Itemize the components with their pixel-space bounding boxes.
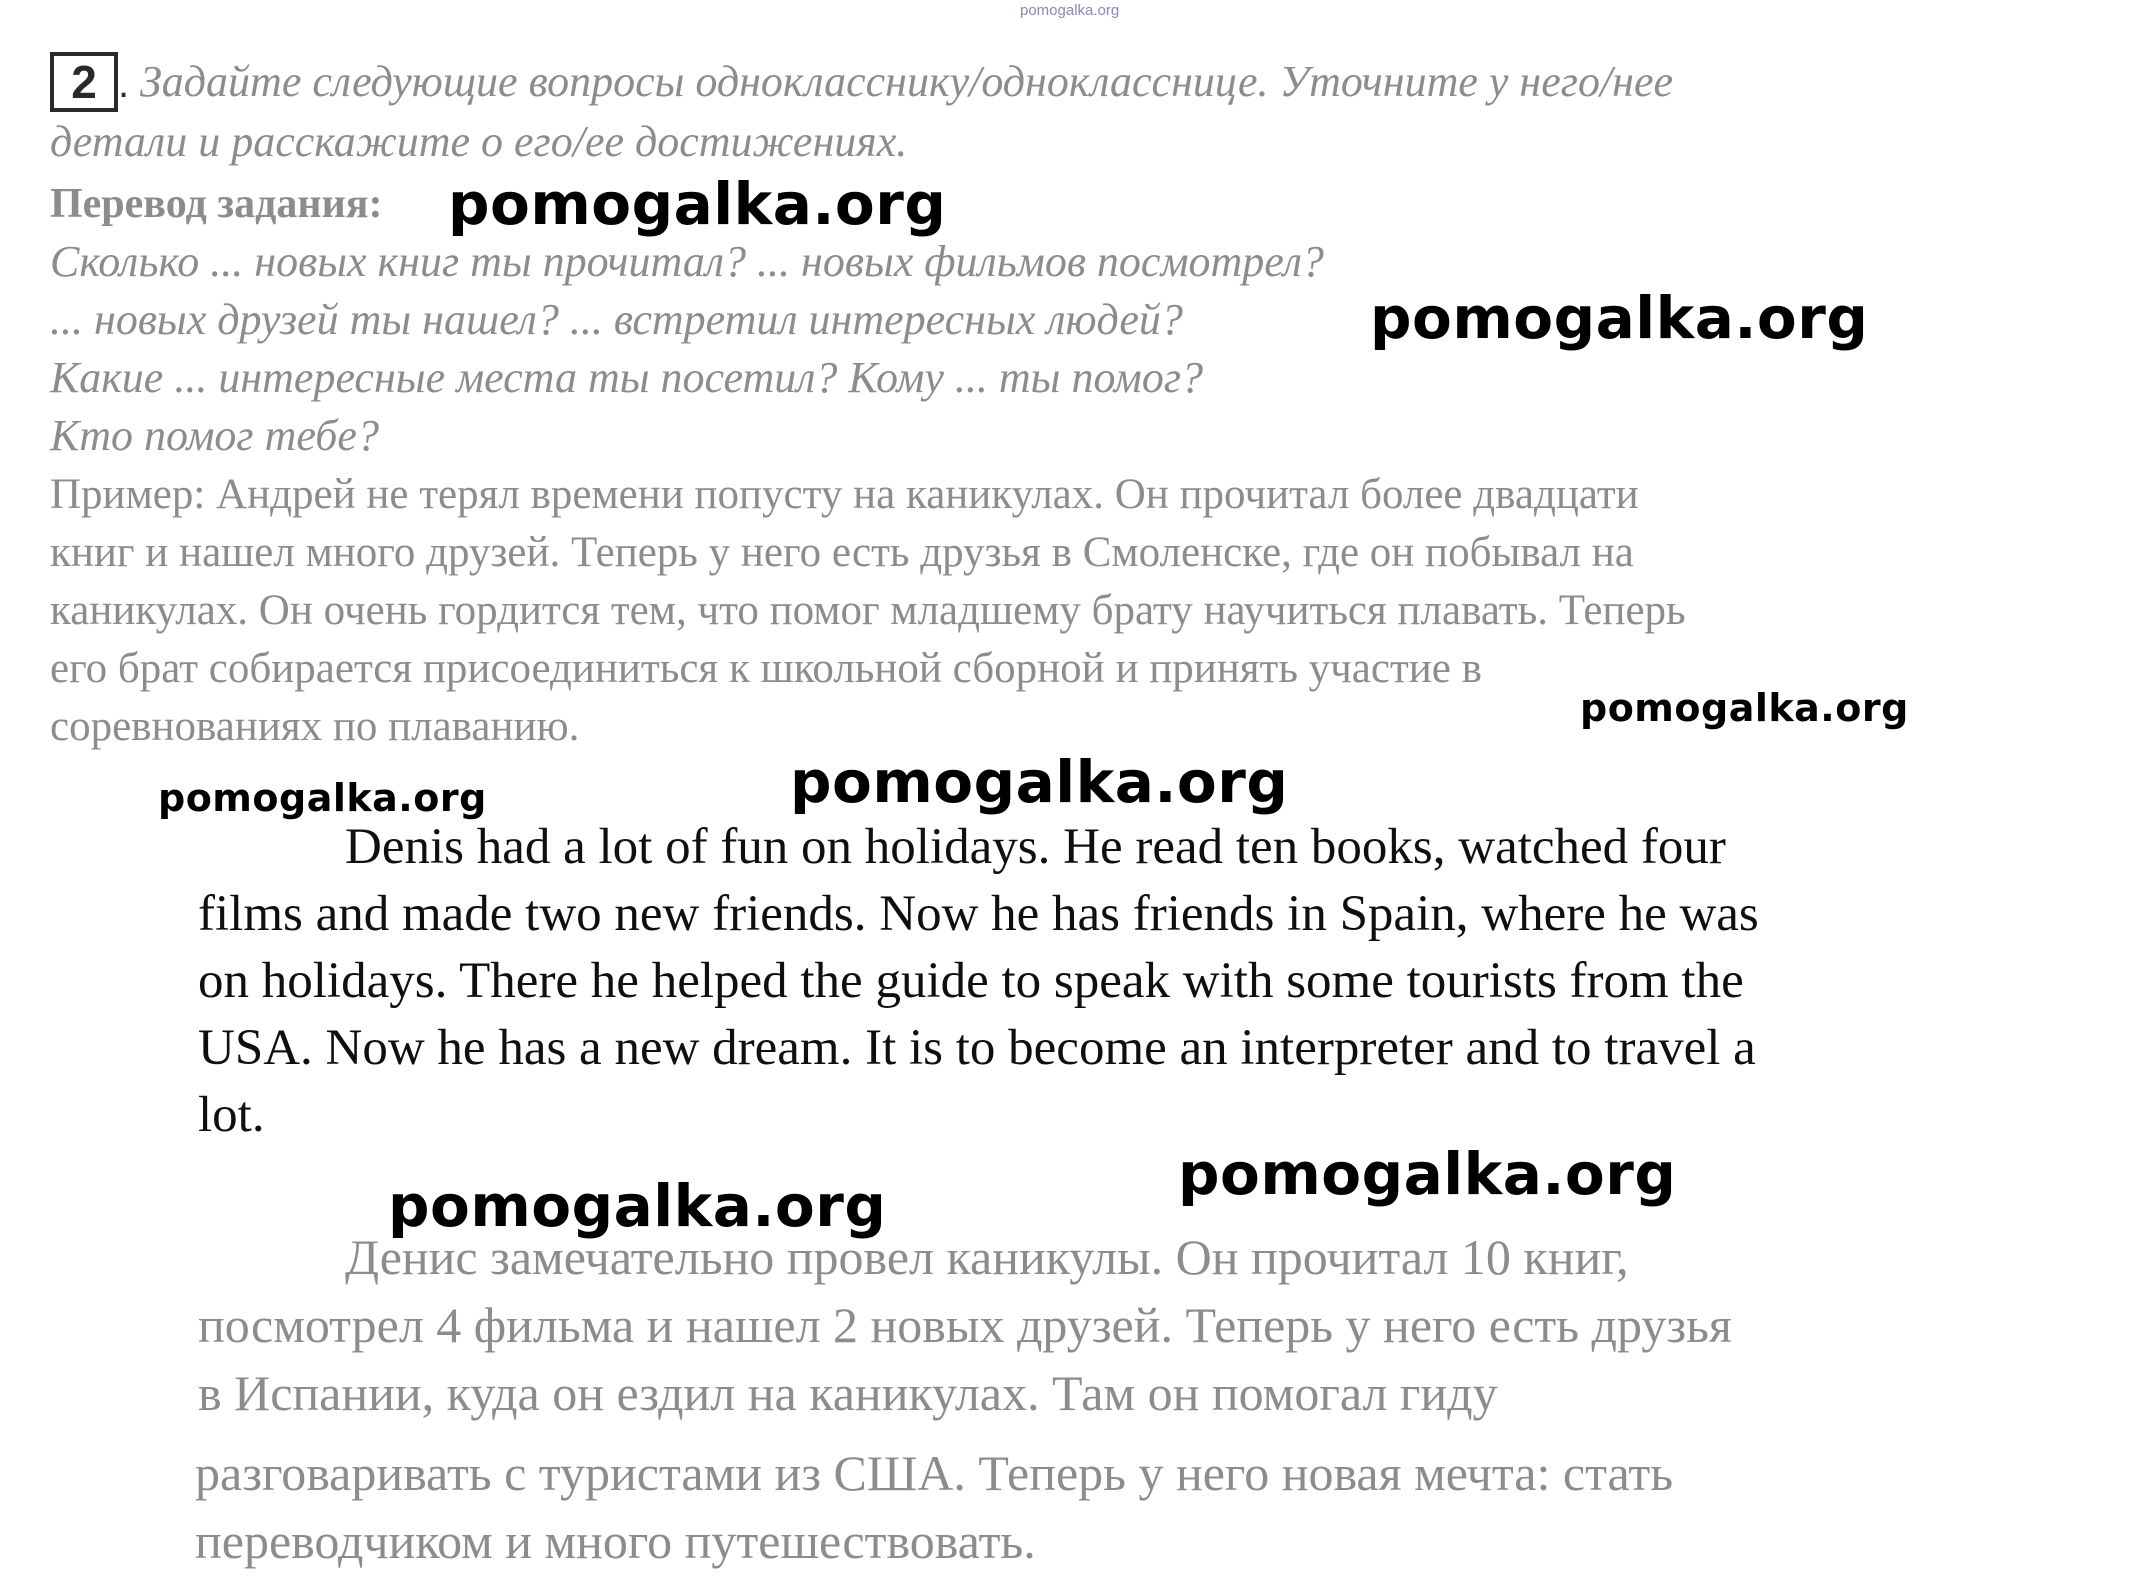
answer-ru-line-1: Денис замечательно провел каникулы. Он прочитал 10 книг,	[345, 1229, 1629, 1285]
watermark-7: pomogalka.org	[388, 1172, 887, 1240]
answer-en-line-5: lot.	[198, 1087, 265, 1143]
answer-en-line-2: films and made two new friends. Now he has friends in Spain, where he was	[198, 886, 1759, 942]
instruction-line-2: детали и расскажите о его/ее достижениях.	[50, 117, 908, 166]
instruction-line-1: Задайте следующие вопросы однокласснику/однокласснице. Уточните у него/нее	[140, 57, 1674, 106]
question-line-1: Сколько ... новых книг ты прочитал? ... новых фильмов посмотрел?	[50, 237, 1324, 286]
watermark-4: pomogalka.org	[158, 776, 487, 820]
answer-ru-line-2: посмотрел 4 фильма и нашел 2 новых друзей. Теперь у него есть друзья	[198, 1297, 1732, 1353]
question-line-3: Какие ... интересные места ты посетил? Кому ... ты помог?	[50, 353, 1204, 402]
translation-label: Перевод задания:	[50, 181, 383, 227]
answer-ru-line-4: разговаривать с туристами из США. Теперь у него новая мечта: стать	[195, 1445, 1674, 1501]
example-line-2: книг и нашел много друзей. Теперь у него есть друзья в Смоленске, где он побывал на	[50, 529, 1634, 576]
question-line-4: Кто помог тебе?	[50, 411, 379, 460]
watermark-2: pomogalka.org	[1370, 284, 1869, 352]
example-line-5: соревнованиях по плаванию.	[50, 703, 580, 750]
watermark-5: pomogalka.org	[790, 748, 1289, 816]
watermark-6: pomogalka.org	[1178, 1140, 1677, 1208]
answer-en-line-4: USA. Now he has a new dream. It is to become an interpreter and to travel a	[198, 1020, 1756, 1076]
answer-ru-line-3: в Испании, куда он ездил на каникулах. Там он помогал гиду	[198, 1365, 1498, 1421]
watermark-3: pomogalka.org	[1580, 686, 1909, 730]
example-line-3: каникулах. Он очень гордится тем, что помог младшему брату научиться плавать. Теперь	[50, 587, 1686, 634]
answer-ru-line-5: переводчиком и много путешествовать.	[195, 1513, 1036, 1569]
task-number-dot: .	[118, 62, 130, 106]
answer-en-line-3: on holidays. There he helped the guide to speak with some tourists from the	[198, 953, 1744, 1009]
question-line-2: ... новых друзей ты нашел? ... встретил интересных людей?	[50, 295, 1183, 344]
answer-en-line-1: Denis had a lot of fun on holidays. He read ten books, watched four	[345, 819, 1726, 875]
example-line-1: Пример: Андрей не терял времени попусту на каникулах. Он прочитал более двадцати	[50, 471, 1639, 518]
example-line-4: его брат собирается присоединиться к школьной сборной и принять участие в	[50, 645, 1482, 692]
site-mark: pomogalka.org	[1020, 2, 1120, 19]
task-number-box: 2	[50, 52, 118, 112]
watermark-1: pomogalka.org	[448, 170, 947, 238]
